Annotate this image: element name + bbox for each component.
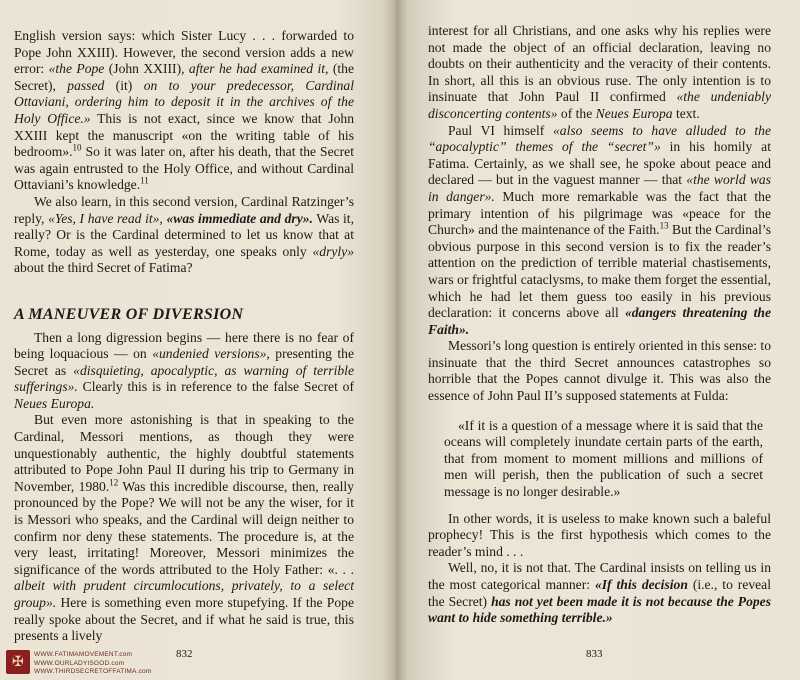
paragraph bbox=[428, 123, 771, 339]
text-run: (i.e., to reveal the Secret) bbox=[428, 577, 771, 609]
site-logo-icon: ✠ bbox=[6, 650, 30, 674]
right-page bbox=[396, 0, 800, 680]
footer-url: WWW.FATIMAMOVEMENT.com bbox=[34, 651, 133, 658]
text-run: «the world was in danger». bbox=[428, 172, 771, 204]
text-run: Neues Europa bbox=[595, 105, 673, 121]
text-run: «also seems to have alluded to the “apocalyptic” themes of the “secret”» bbox=[428, 122, 771, 155]
text-run: Much more remarkable was the fact that the primary intention of his pilgrimage was «peace for the Church» and the maintenance of the Faith. bbox=[428, 188, 771, 238]
text-run: 13 bbox=[659, 220, 669, 231]
left-page-text bbox=[14, 28, 354, 645]
section-heading: A MANEUVER OF DIVERSION bbox=[14, 305, 244, 323]
page-number: 833 bbox=[586, 648, 603, 660]
text-run: Was this incredible discourse, then, really pronounced by the Pope? We will not be any the wiser, for it is Messori who speaks, and the Cardinal will deign neither to confirm nor deny these statements. The procedure is, at the very least, irritating! Moreover, Messori minimizes the significance of the words attributed to the Holy Father: «. . . bbox=[14, 478, 355, 577]
text-run: «undenied versions», bbox=[152, 346, 270, 362]
text-run: But even more astonishing is that in speaking to the Cardinal, Messori mentions, as though they were unquestionably authentic, the highly doubtful statements attributed to Pope John Paul II during his trip to Germany in November, 1980. bbox=[14, 412, 354, 494]
text-run: after he had examined it, bbox=[188, 61, 329, 77]
text-run: «the undeniably disconcerting contents» bbox=[428, 89, 771, 121]
paragraph bbox=[14, 28, 354, 194]
text-run: (it) bbox=[104, 77, 144, 93]
text-run: 12 bbox=[109, 477, 119, 488]
footer-url: WWW.THIRDSECRETOFFATIMA.com bbox=[34, 668, 152, 675]
text-run: «Yes, I have read it», bbox=[48, 210, 163, 226]
text-run: of the bbox=[557, 105, 596, 121]
text-run: «dryly» bbox=[312, 243, 354, 259]
page-number: 832 bbox=[176, 648, 193, 660]
text-run: This is not exact, since we know that John XXIII kept the manuscript «on the writing table of his bedroom». bbox=[14, 110, 354, 160]
text-run: albeit with prudent circumlocutions, privately, to a select group». bbox=[14, 578, 354, 610]
text-run: (the Secret), bbox=[14, 61, 354, 93]
text-run: In other words, it is useless to make known such a baleful prophecy! This is the first hypothesis which comes to the reader’s mind . . . bbox=[428, 510, 771, 559]
text-run: Then a long digression begins — here there is no fear of being loquacious — on bbox=[14, 329, 354, 362]
text-run: «If this decision bbox=[594, 577, 688, 592]
text-run: on to your predecessor, Cardinal Ottaviani, ordering him to deposit it in the archives of the Holy Office.» bbox=[14, 77, 354, 126]
text-run: has not yet been made it is not because the Popes want to hide something terrible.» bbox=[428, 593, 771, 626]
text-run: «was immediate and dry». bbox=[166, 210, 313, 226]
text-run: So it was later on, after his death, that the Secret was again entrusted to the Holy Office, and without Cardinal Ottaviani’s knowledge. bbox=[14, 144, 354, 193]
text-run: Messori’s long question is entirely oriented in this sense: to insinuate that the third Secret announces catastrophes so horrible that the Popes cannot divulge it. This was also the essence of John Paul II’s supposed statements at Fulda: bbox=[428, 338, 771, 404]
text-run: Paul VI himself bbox=[448, 122, 553, 138]
text-run: «the Pope bbox=[48, 61, 105, 77]
text-run: Here is something even more stupefying. If the Pope really spoke about the Secret, and if what he said is true, this presents a lively bbox=[14, 595, 354, 644]
block-quote bbox=[444, 418, 763, 501]
text-run: 11 bbox=[140, 175, 149, 186]
text-run: text. bbox=[672, 105, 700, 121]
text-run: English version says: which Sister Lucy . . . forwarded to Pope John XXIII). However, the second version adds a new error: bbox=[14, 28, 354, 77]
text-run: Neues Europa. bbox=[14, 395, 95, 411]
paragraph bbox=[14, 330, 354, 413]
footer-url: WWW.OURLADYISGOD.com bbox=[34, 659, 125, 667]
text-run: Was it, really? Or is the Cardinal determined to let us know that at Rome, today as well as yesterday, one speaks only bbox=[14, 210, 354, 259]
paragraph bbox=[428, 511, 771, 561]
text-run: (John XXIII), bbox=[104, 61, 189, 77]
text-run: interest for all Christians, and one asks why his replies were not made the object of an official declaration, leaving no doubts on their authenticity and the veracity of their contents. In short, all this is an obvious ruse. The only intention is to insinuate that John Paul II confirmed bbox=[428, 23, 771, 105]
text-run: Well, no, it is not that. The Cardinal insists on telling us in the most categorical manner: bbox=[428, 560, 771, 592]
text-run: «If it is a question of a message where it is said that the oceans will completely inundate certain parts of the earth, that from moment to moment millions and millions of men will perish, then the publication of such a secret message is no longer desirable.» bbox=[444, 417, 763, 500]
paragraph bbox=[14, 194, 354, 277]
paragraph bbox=[428, 338, 771, 404]
paragraph bbox=[428, 560, 771, 626]
paragraph bbox=[14, 412, 354, 644]
text-run: Clearly this is in reference to the false Secret of bbox=[77, 379, 354, 395]
quote-text bbox=[444, 418, 763, 501]
text-run: presenting the Secret as bbox=[14, 346, 354, 378]
text-run: «disquieting, apocalyptic, as warning of terrible sufferings». bbox=[14, 362, 354, 395]
text-run: about the third Secret of Fatima? bbox=[14, 260, 193, 276]
text-run: passed bbox=[67, 77, 105, 93]
text-run: We also learn, in this second version, Cardinal Ratzinger’s reply, bbox=[14, 193, 354, 226]
footer-urls bbox=[34, 651, 151, 677]
left-page bbox=[0, 0, 396, 680]
text-run: «dangers threatening the Faith». bbox=[428, 305, 771, 337]
text-run: 10 bbox=[72, 142, 82, 153]
right-page-text bbox=[428, 23, 771, 627]
paragraph bbox=[428, 23, 771, 123]
text-run: in his homily at Fatima. Certainly, as we shall see, he spoke about peace and declared — but in the vaguest manner — that bbox=[428, 139, 771, 188]
text-run: But the Cardinal’s obvious purpose in this second version is to fix the reader’s attention on the prediction of terrible material chastisements, wars or frightful cataclysms, to make them forget the essential, which he had let them guess too easily in his previous declaration: it concerns above all bbox=[428, 222, 771, 321]
